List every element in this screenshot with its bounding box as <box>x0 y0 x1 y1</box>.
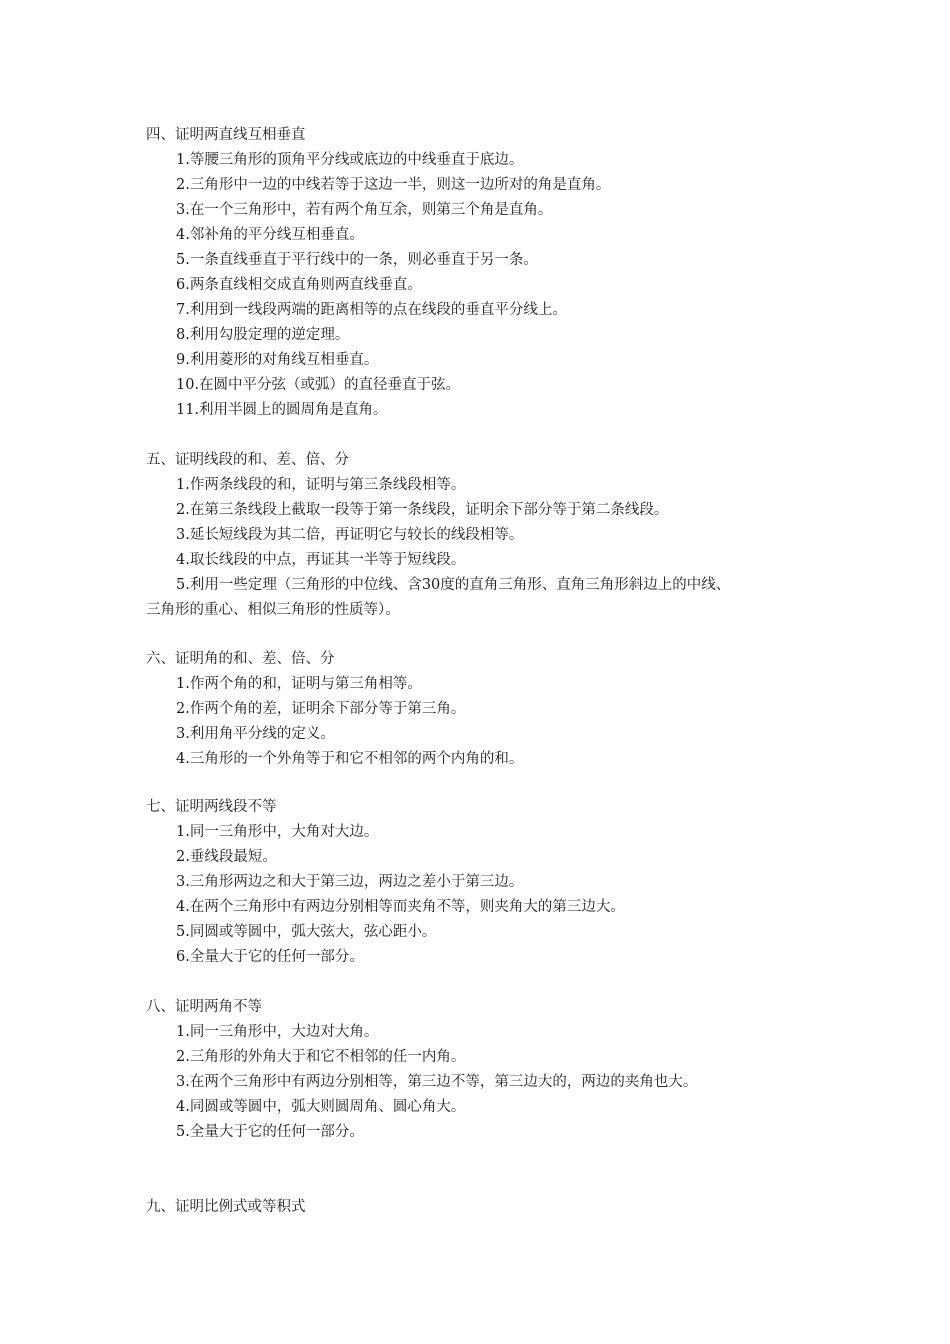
list-item: 2.垂线段最短。 <box>176 849 277 865</box>
list-item: 4.在两个三角形中有两边分别相等而夹角不等，则夹角大的第三边大。 <box>176 899 625 915</box>
list-item: 3.利用角平分线的定义。 <box>176 726 335 742</box>
list-item: 7.利用到一线段两端的距离相等的点在线段的垂直平分线上。 <box>176 302 567 318</box>
list-item: 9.利用菱形的对角线互相垂直。 <box>176 352 379 368</box>
list-item: 3.延长短线段为其二倍，再证明它与较长的线段相等。 <box>176 527 524 543</box>
list-item: 5.利用一些定理（三角形的中位线、含30度的直角三角形、直角三角形斜边上的中线、 <box>176 577 731 593</box>
section-heading: 八、证明两角不等 <box>146 999 262 1015</box>
list-item: 3.在一个三角形中，若有两个角互余，则第三个角是直角。 <box>176 202 553 218</box>
list-item: 5.全量大于它的任何一部分。 <box>176 1124 364 1140</box>
section-angle-sum <box>146 647 846 772</box>
list-item: 4.同圆或等圆中，弧大则圆周角、圆心角大。 <box>176 1099 466 1115</box>
section-proportion <box>146 1195 846 1220</box>
list-item: 1.作两个角的和，证明与第三角相等。 <box>176 676 422 692</box>
section-segment-sum <box>146 448 846 623</box>
list-item: 2.三角形中一边的中线若等于这边一半，则这一边所对的角是直角。 <box>176 177 611 193</box>
section-heading: 五、证明线段的和、差、倍、分 <box>146 452 349 468</box>
list-item: 3.三角形两边之和大于第三边，两边之差小于第三边。 <box>176 874 524 890</box>
section-heading: 九、证明比例式或等积式 <box>146 1199 306 1215</box>
list-item: 5.一条直线垂直于平行线中的一条，则必垂直于另一条。 <box>176 252 538 268</box>
list-item: 1.同一三角形中，大角对大边。 <box>176 824 379 840</box>
list-item: 6.两条直线相交成直角则两直线垂直。 <box>176 277 422 293</box>
list-item: 4.三角形的一个外角等于和它不相邻的两个内角的和。 <box>176 751 524 767</box>
list-item: 10.在圆中平分弦（或弧）的直径垂直于弦。 <box>176 377 461 393</box>
list-item: 3.在两个三角形中有两边分别相等，第三边不等，第三边大的，两边的夹角也大。 <box>176 1074 698 1090</box>
list-item: 6.全量大于它的任何一部分。 <box>176 949 364 965</box>
list-item: 4.取长线段的中点，再证其一半等于短线段。 <box>176 552 466 568</box>
list-item: 1.作两条线段的和，证明与第三条线段相等。 <box>176 477 466 493</box>
list-item: 2.三角形的外角大于和它不相邻的任一内角。 <box>176 1049 466 1065</box>
list-item-continuation: 三角形的重心、相似三角形的性质等）。 <box>146 602 400 618</box>
section-heading: 六、证明角的和、差、倍、分 <box>146 651 335 667</box>
list-item: 4.邻补角的平分线互相垂直。 <box>176 227 364 243</box>
section-heading: 七、证明两线段不等 <box>146 799 277 815</box>
list-item: 8.利用勾股定理的逆定理。 <box>176 327 350 343</box>
list-item: 11.利用半圆上的圆周角是直角。 <box>176 402 388 418</box>
list-item: 2.作两个角的差，证明余下部分等于第三角。 <box>176 701 466 717</box>
section-perpendicular <box>146 123 846 423</box>
section-angle-inequality <box>146 995 846 1145</box>
list-item: 5.同圆或等圆中，弧大弦大，弦心距小。 <box>176 924 437 940</box>
section-segment-inequality <box>146 795 846 970</box>
list-item: 1.等腰三角形的顶角平分线或底边的中线垂直于底边。 <box>176 152 524 168</box>
list-item: 2.在第三条线段上截取一段等于第一条线段，证明余下部分等于第二条线段。 <box>176 502 669 518</box>
section-heading: 四、证明两直线互相垂直 <box>146 127 306 143</box>
list-item: 1.同一三角形中，大边对大角。 <box>176 1024 379 1040</box>
